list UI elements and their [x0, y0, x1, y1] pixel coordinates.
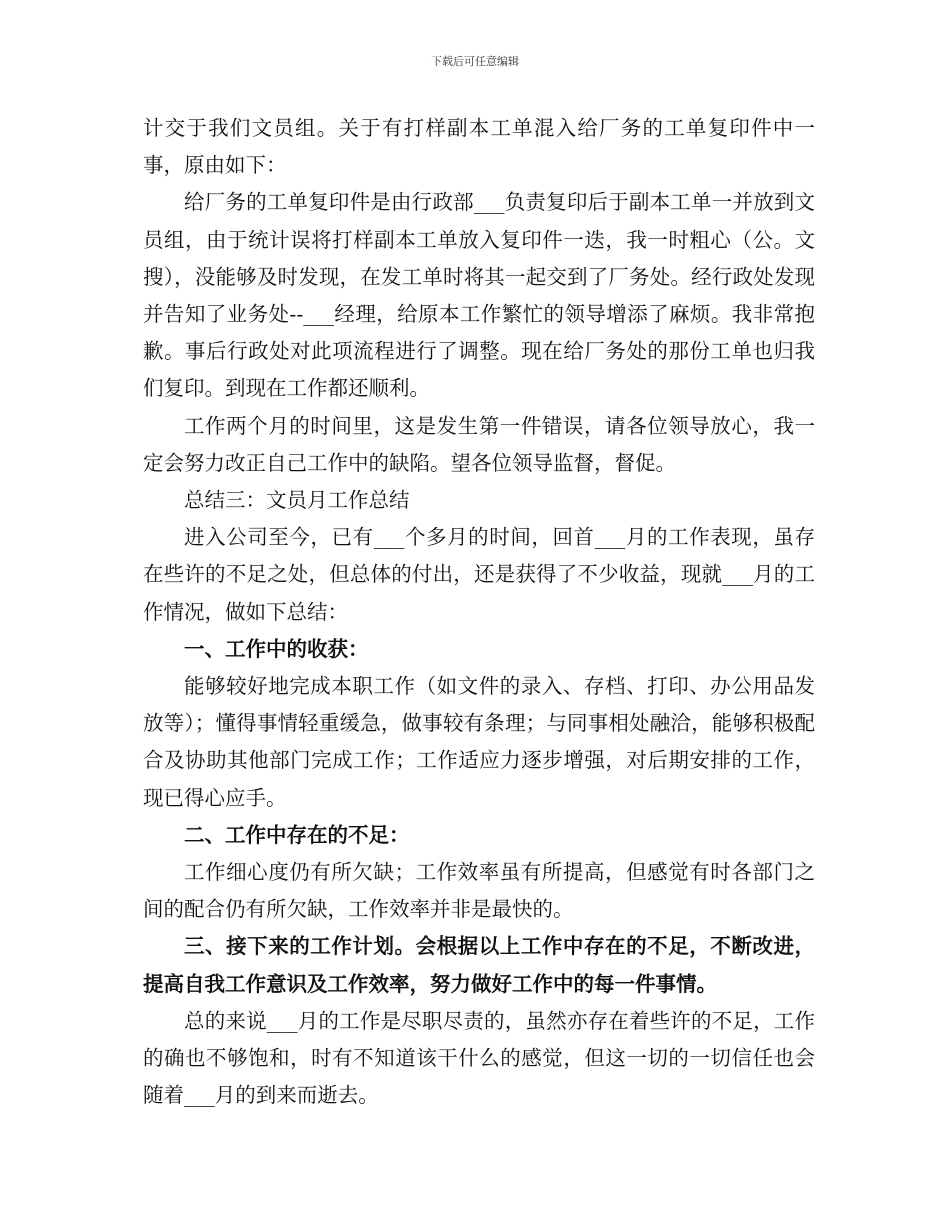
document-body	[143, 110, 815, 1114]
paragraph-1: 计交于我们文员组。关于有打样副本工单混入给厂务的工单复印件中一事，原由如下：	[143, 116, 815, 178]
paragraph-gains: 能够较好地完成本职工作（如文件的录入、存档、打印、办公用品发放等）；懂得事情轻重缓急，做事较有条理；与同事相处融洽，能够积极配合及协助其他部门完成工作；工作适应力逐步增强，对后期安排的工作，现已得心应手。	[143, 674, 815, 810]
heading-shortcomings: 二、工作中存在的不足：	[184, 822, 410, 847]
paragraph-intro: 进入公司至今，已有___个多月的时间，回首___月的工作表现，虽存在些许的不足之处，但总体的付出，还是获得了不少收益，现就___月的工作情况，做如下总结：	[143, 525, 815, 624]
paragraph-2: 给厂务的工单复印件是由行政部___负责复印后于副本工单一并放到文员组，由于统计误将打样副本工单放入复印件一迭，我一时粗心（公。文搜），没能够及时发现，在发工单时将其一起交到了厂务处。经行政处发现并告知了业务处--___经理，给原本工作繁忙的领导增添了麻烦。我非常抱歉。事后行政处对此项流程进行了调整。现在给厂务处的那份工单也归我们复印。到现在工作都还顺利。	[143, 190, 815, 401]
heading-gains: 一、工作中的收获：	[184, 636, 369, 661]
paragraph-conclusion: 总的来说___月的工作是尽职尽责的，虽然亦存在着些许的不足，工作的确也不够饱和，时有不知道该干什么的感觉，但这一切的一切信任也会随着___月的到来而逝去。	[143, 1008, 815, 1108]
page-header: 下载后可任意编辑	[431, 55, 519, 68]
heading-plan: 三、接下来的工作计划。会根据以上工作中存在的不足，不断改进，提高自我工作意识及工作效率，努力做好工作中的每一件事情。	[143, 934, 815, 996]
section-title: 总结三：文员月工作总结	[184, 488, 410, 513]
paragraph-3: 工作两个月的时间里，这是发生第一件错误，请各位领导放心，我一定会努力改正自己工作中的缺陷。望各位领导监督，督促。	[143, 413, 815, 475]
paragraph-shortcomings: 工作细心度仍有所欠缺；工作效率虽有所提高，但感觉有时各部门之间的配合仍有所欠缺，工作效率并非是最快的。	[143, 860, 815, 922]
